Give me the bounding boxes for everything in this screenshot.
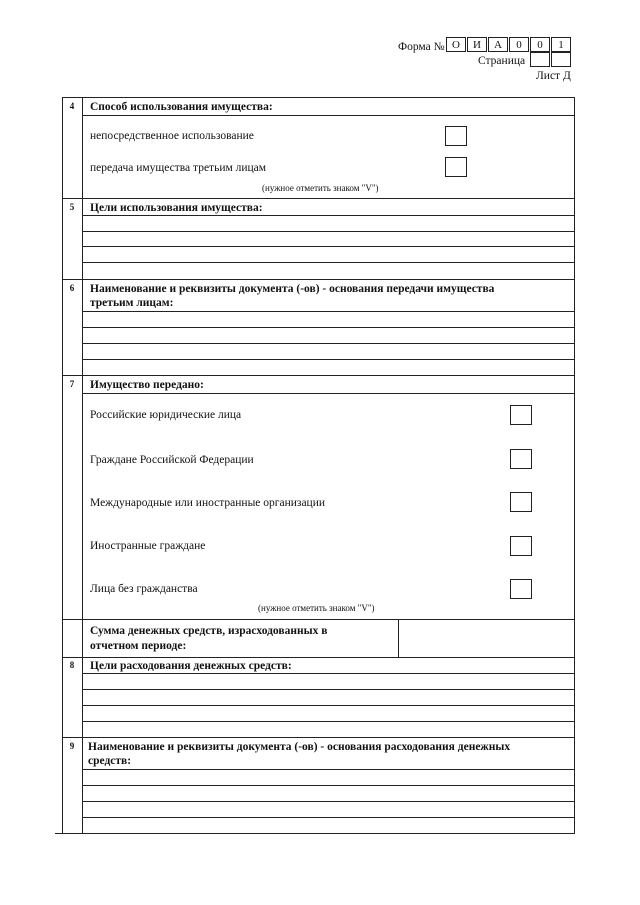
form-code-cell: 1 bbox=[551, 37, 571, 52]
hint-text: (нужное отметить знаком "V") bbox=[262, 183, 379, 193]
page-number-cell[interactable] bbox=[551, 52, 571, 67]
section-title-cont: средств: bbox=[88, 755, 132, 767]
hint-text: (нужное отметить знаком "V") bbox=[258, 603, 375, 613]
third-party-transfer-checkbox[interactable] bbox=[445, 157, 467, 177]
section-title: Цели использования имущества: bbox=[90, 202, 263, 214]
sum-label-cont: отчетном периоде: bbox=[90, 640, 187, 652]
section-title: Цели расходования денежных средств: bbox=[90, 660, 292, 672]
sum-label: Сумма денежных средств, израсходованных в bbox=[90, 625, 328, 637]
stateless-persons-checkbox[interactable] bbox=[510, 579, 532, 599]
form-number-label: Форма № bbox=[398, 41, 445, 53]
sheet-label: Лист Д bbox=[536, 70, 571, 82]
section-number: 5 bbox=[69, 202, 75, 212]
foreign-citizens-checkbox[interactable] bbox=[510, 536, 532, 556]
section-title: Наименование и реквизиты документа (-ов) - основания расходования денежных bbox=[88, 741, 511, 753]
usage-purposes-field[interactable] bbox=[84, 216, 572, 278]
option-label: передача имущества третьим лицам bbox=[90, 162, 267, 174]
spending-purposes-field[interactable] bbox=[84, 674, 572, 736]
spent-amount-field[interactable] bbox=[400, 621, 572, 656]
direct-use-checkbox[interactable] bbox=[445, 126, 467, 146]
option-label: непосредственное использование bbox=[90, 130, 254, 142]
section-number: 6 bbox=[69, 283, 75, 293]
section-number: 8 bbox=[69, 660, 75, 670]
section-title: Наименование и реквизиты документа (-ов) - основания передачи имущества bbox=[90, 283, 495, 295]
form-code-cell: И bbox=[467, 37, 487, 52]
section-number: 9 bbox=[69, 741, 75, 751]
international-organizations-checkbox[interactable] bbox=[510, 492, 532, 512]
option-label: Российские юридические лица bbox=[90, 409, 242, 421]
form-code-cell: А bbox=[488, 37, 508, 52]
russian-citizens-checkbox[interactable] bbox=[510, 449, 532, 469]
form-code-cell: 0 bbox=[509, 37, 529, 52]
option-label: Граждане Российской Федерации bbox=[90, 454, 254, 466]
form-code-cell: 0 bbox=[530, 37, 550, 52]
transfer-documents-field[interactable] bbox=[84, 312, 572, 374]
page-label: Страница bbox=[478, 55, 526, 67]
page-number-cell[interactable] bbox=[530, 52, 550, 67]
section-title-cont: третьим лицам: bbox=[90, 297, 174, 309]
option-label: Иностранные граждане bbox=[90, 540, 206, 552]
section-number: 7 bbox=[69, 379, 75, 389]
russian-legal-entities-checkbox[interactable] bbox=[510, 405, 532, 425]
section-number: 4 bbox=[69, 101, 75, 111]
section-title: Имущество передано: bbox=[90, 379, 204, 391]
option-label: Лица без гражданства bbox=[90, 583, 198, 595]
section-title: Способ использования имущества: bbox=[90, 101, 273, 113]
spending-documents-field[interactable] bbox=[84, 770, 572, 832]
option-label: Международные или иностранные организации bbox=[90, 497, 326, 509]
form-code-cell: О bbox=[446, 37, 466, 52]
